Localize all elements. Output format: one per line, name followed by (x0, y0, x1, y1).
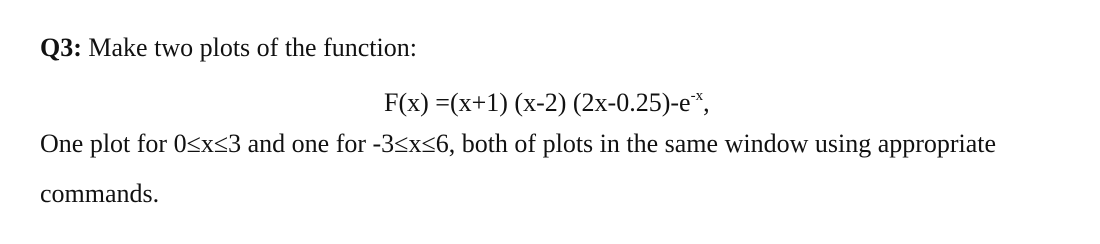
formula-trail: , (703, 88, 710, 117)
question-number: Q3: (40, 33, 82, 62)
question-prompt: Make two plots of the function: (88, 33, 417, 62)
formula-exponent: -x (690, 88, 704, 104)
formula-main: F(x) =(x+1) (x-2) (2x-0.25)-e (384, 88, 691, 117)
instruction-line-2: commands. (40, 179, 160, 208)
question-heading (40, 33, 417, 63)
function-formula (384, 88, 710, 118)
instruction-line-1: One plot for 0≤x≤3 and one for -3≤x≤6, both of plots in the same window using appropriate (40, 129, 997, 158)
